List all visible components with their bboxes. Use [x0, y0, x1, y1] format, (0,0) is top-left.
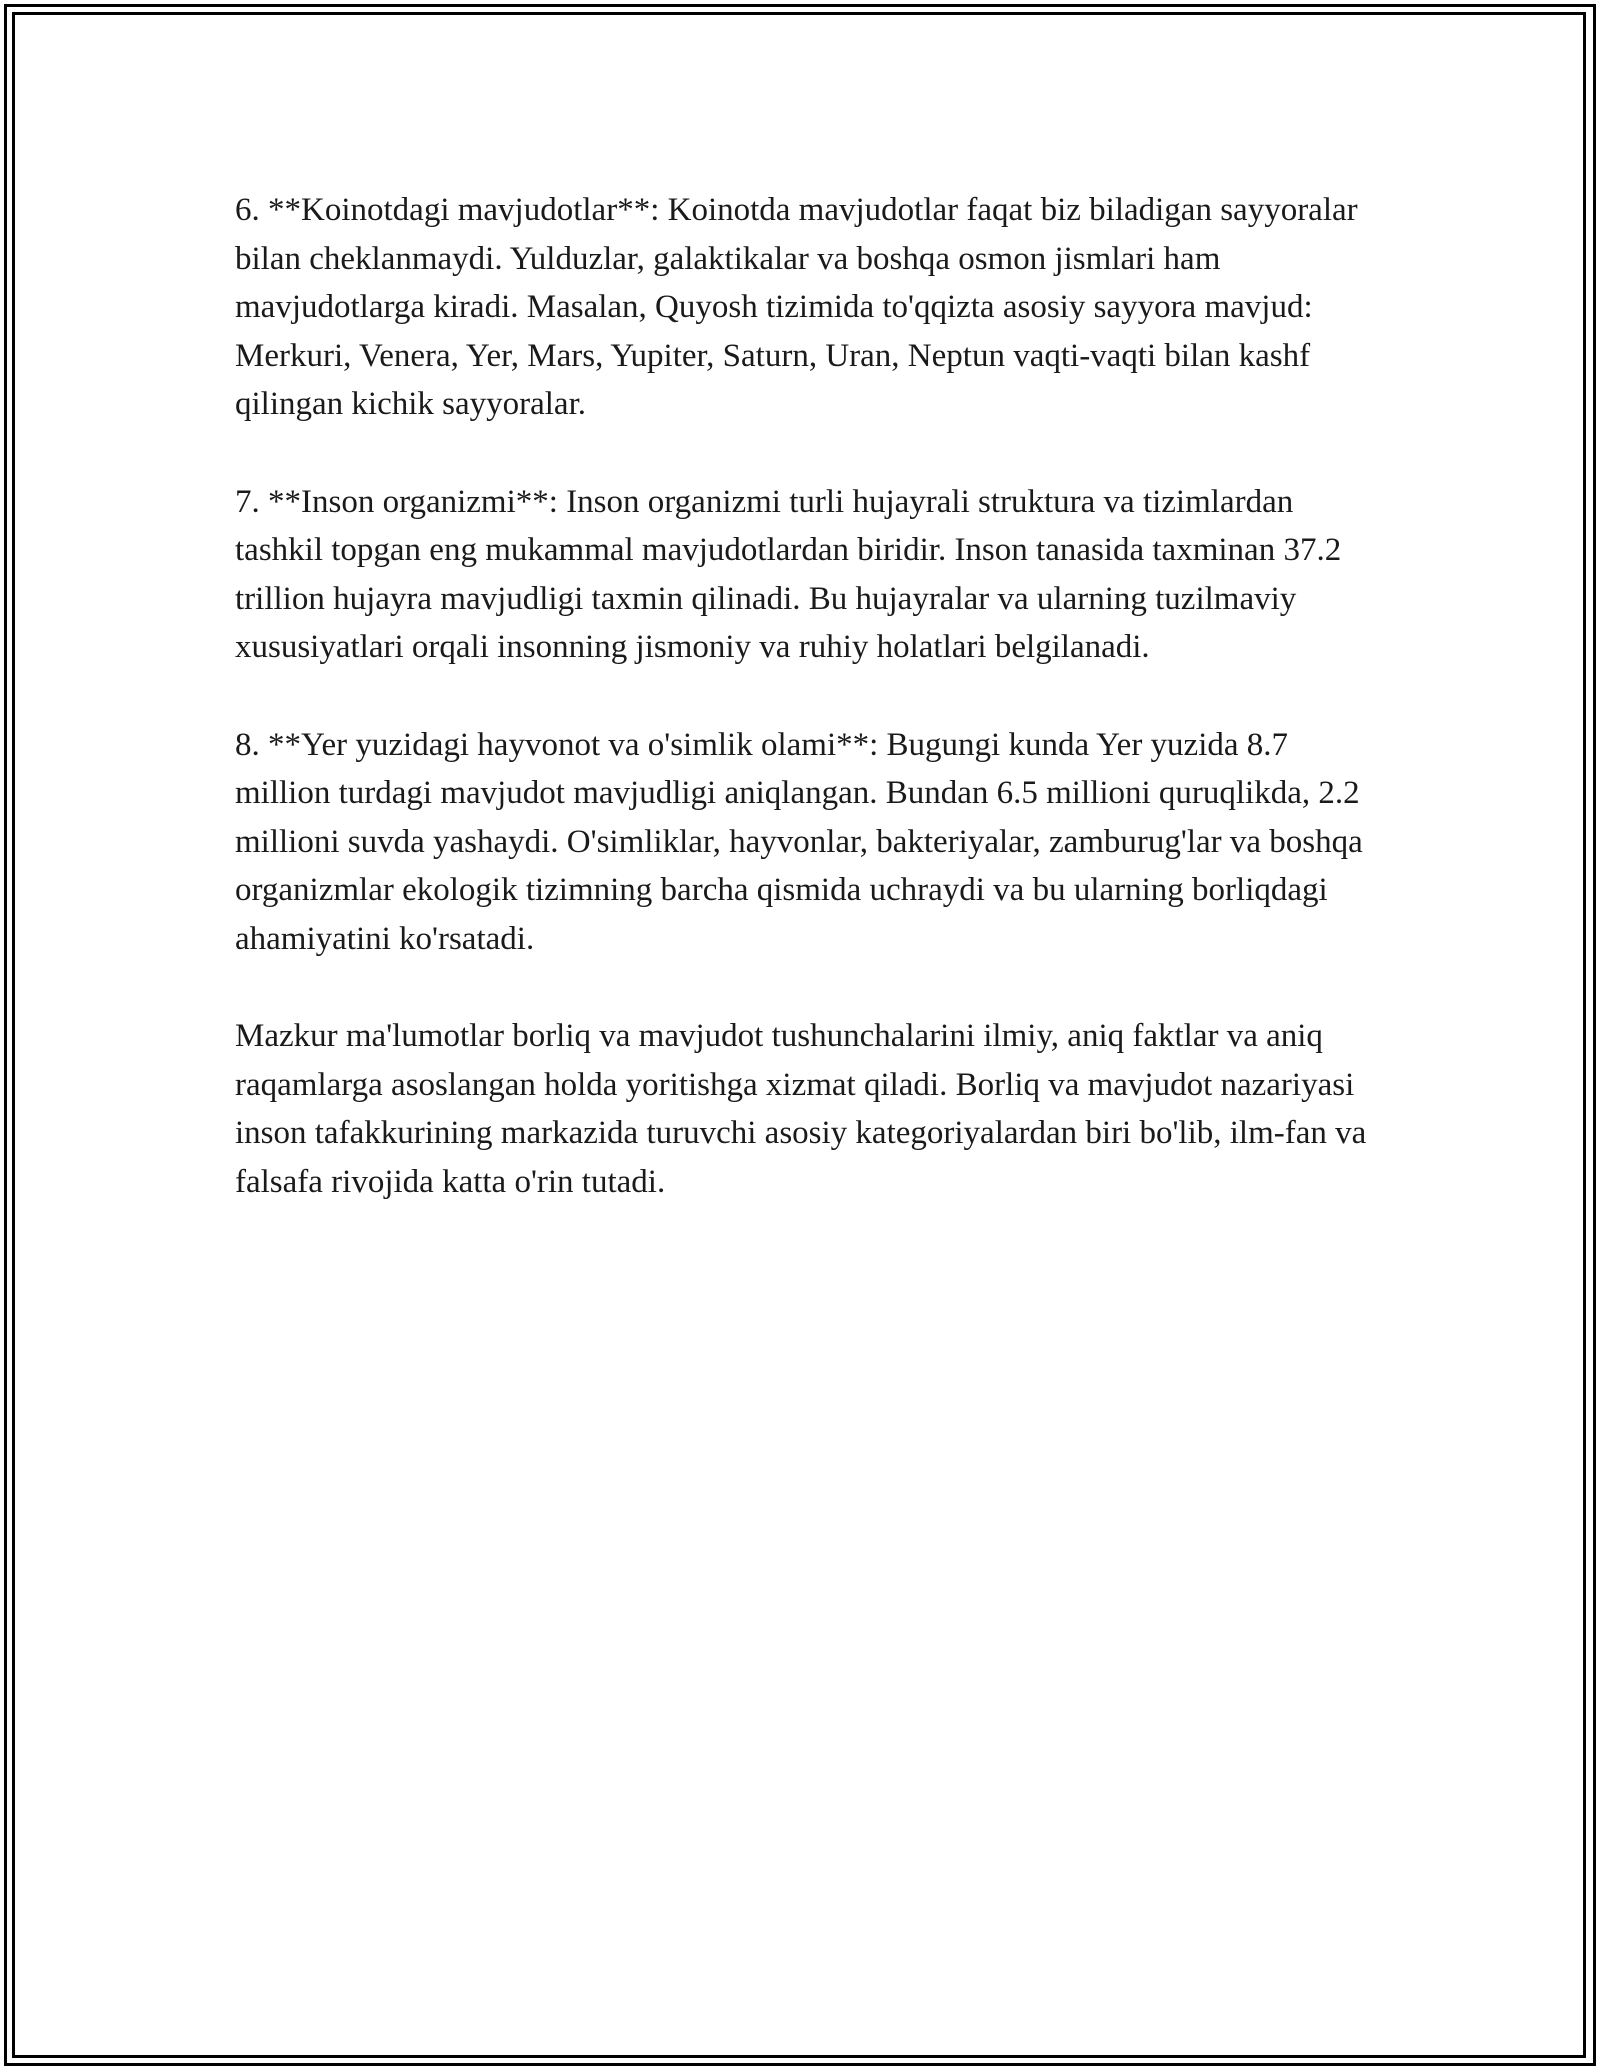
paragraph-conclusion: Mazkur ma'lumotlar borliq va mavjudot tushunchalarini ilmiy, aniq faktlar va aniq raqamlarga asoslangan holda yoritishga xizmat qiladi. Borliq va mavjudot nazariyasi inson tafakkurining markazida turuvchi asosiy kategoriyalardan biri bo'lib, ilm-fan va falsafa rivojida katta o'rin tutadi. — [235, 1018, 1367, 1200]
paragraph-hayvonot-osimlik-olami: 8. **Yer yuzidagi hayvonot va o'simlik olami**: Bugungi kunda Yer yuzida 8.7 million turdagi mavjudot mavjudligi aniqlangan. Bundan 6.5 millioni quruqlikda, 2.2 millioni suvda yashaydi. O'simliklar, hayvonlar, bakteriyalar, zamburug'lar va boshqa organizmlar ekologik tizimning barcha qismida uchraydi va bu ularning borliqdagi ahamiyatini ko'rsatadi. — [235, 726, 1363, 957]
document-body — [235, 186, 1375, 1206]
paragraph-inson-organizmi: 7. **Inson organizmi**: Inson organizmi turli hujayrali struktura va tizimlardan tashkil topgan eng mukammal mavjudotlardan biridir. Inson tanasida taxminan 37.2 trillion hujayra mavjudligi taxmin qilinadi. Bu hujayralar va ularning tuzilmaviy xususiyatlari orqali insonning jismoniy va ruhiy holatlari belgilanadi. — [235, 483, 1342, 666]
paragraph-koinotdagi-mavjudotlar: 6. **Koinotdagi mavjudotlar**: Koinotda mavjudotlar faqat biz biladigan sayyoralar bilan cheklanmaydi. Yulduzlar, galaktikalar va boshqa osmon jismlari ham mavjudotlarga kiradi. Masalan, Quyosh tizimida to'qqizta asosiy sayyora mavjud: Merkuri, Venera, Yer, Mars, Yupiter, Saturn, Uran, Neptun vaqti-vaqti bilan kashf qilingan kichik sayyoralar. — [235, 192, 1358, 423]
